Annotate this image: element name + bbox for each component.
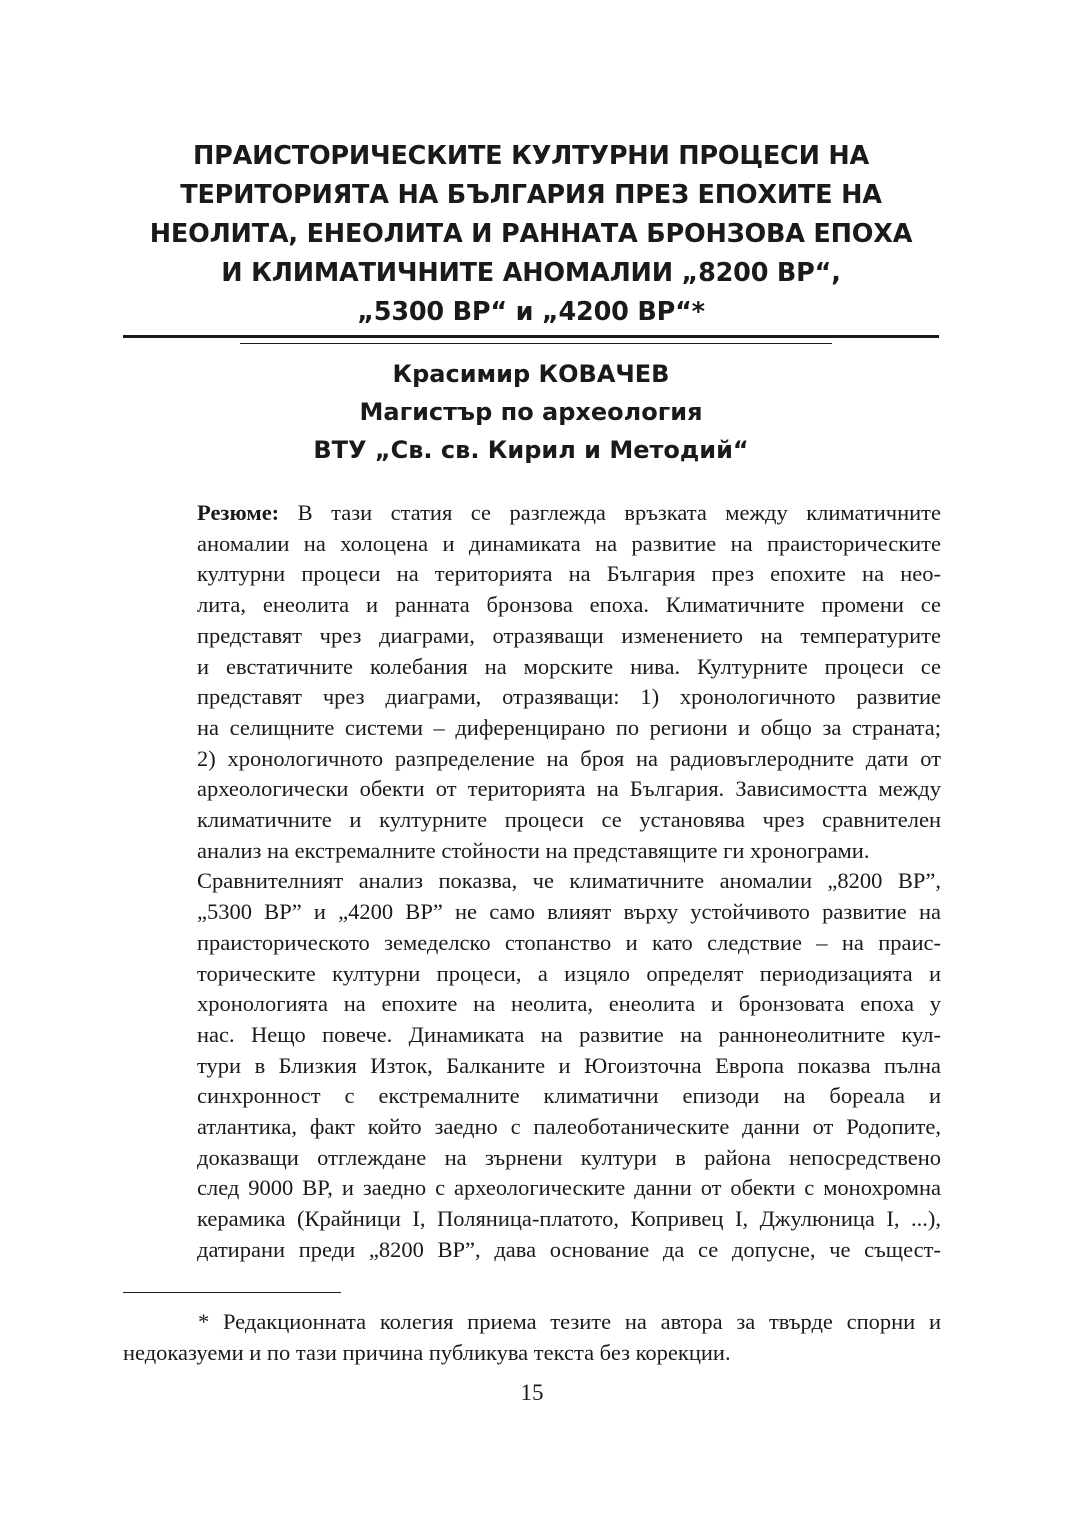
abstract-line: представят чрез диаграми, отразяващи: 1) хронологичното развитие	[197, 684, 941, 710]
abstract-line: и евстатичните колебания на морските нива. Културните процеси се	[197, 653, 941, 679]
title-line: ПРАИСТОРИЧЕСКИТЕ КУЛТУРНИ ПРОЦЕСИ НА	[192, 141, 870, 171]
title-rule-thin	[240, 343, 832, 344]
abstract-line: торическите културни процеси, а изцяло определят периодизацията и	[197, 960, 941, 986]
footnote	[123, 1306, 941, 1368]
abstract-line: тури в Близкия Изток, Балканите и Югоизточна Европа показва пълна	[197, 1052, 941, 1078]
abstract-label: Резюме:	[197, 500, 280, 525]
author-affiliation: ВТУ „Св. св. Кирил и Методий“	[313, 436, 749, 464]
title-rule-thick	[123, 335, 939, 338]
abstract-line: хронологията на епохите на неолита, енеолита и бронзовата епоха у	[197, 991, 941, 1017]
footnote-line: * Редакционната колегия приема тезите на автора за твърде спорни и	[198, 1309, 941, 1334]
author-degree: Магистър по археология	[359, 398, 703, 426]
abstract-line: керамика (Крайници I, Поляница-платото, Копривец I, Джулюница I, ...),	[197, 1206, 941, 1232]
abstract-line: синхронност с екстремалните климатични епизоди на бореала и	[197, 1083, 941, 1109]
abstract-line: „5300 BP” и „4200 BP” не само влияят върху устойчивото развитие на	[197, 899, 941, 925]
abstract-line: анализ на екстремалните стойности на представящите ги хронограми.	[197, 837, 870, 863]
title-line: „5300 BP“ и „4200 BP“*	[357, 297, 705, 327]
author-block	[120, 355, 942, 469]
abstract-line: 2) хронологичното разпределение на броя на радиовъглеродните дати от	[197, 745, 941, 771]
abstract-line: Сравнителният анализ показва, че климатичните аномалии „8200 BP”,	[197, 868, 941, 894]
abstract	[197, 498, 941, 1266]
abstract-line: аномалии на холоцена и динамиката на развитие на праисторическите	[197, 530, 941, 556]
title-line: НЕОЛИТА, ЕНЕОЛИТА И РАННАТА БРОНЗОВА ЕПОХА	[149, 219, 913, 249]
abstract-line-text: В тази статия се разглежда връзката между климатичните	[279, 500, 941, 525]
abstract-line: лита, енеолита и ранната бронзова епоха. Климатичните промени се	[197, 592, 941, 618]
abstract-line: на селищните системи – диференцирано по региони и общо за страната;	[197, 714, 941, 740]
article-title	[120, 137, 942, 332]
footnote-line: недоказуеми и по тази причина публикува текста без корекции.	[123, 1340, 731, 1365]
title-line: И КЛИМАТИЧНИТЕ АНОМАЛИИ „8200 BP“,	[221, 258, 841, 288]
author-name: Красимир КОВАЧЕВ	[392, 360, 670, 388]
abstract-line: датирани преди „8200 BP”, дава основание да се допусне, че същест-	[197, 1236, 941, 1262]
abstract-line: атлантика, факт който заедно с палеоботаническите данни от Родопите,	[197, 1114, 941, 1140]
title-line: ТЕРИТОРИЯТА НА БЪЛГАРИЯ ПРЕЗ ЕПОХИТЕ НА	[180, 180, 882, 210]
abstract-line: археологически обекти от територията на България. Зависимостта между	[197, 776, 941, 802]
abstract-line: праисторическото земеделско стопанство и като следствие – на праис-	[197, 929, 941, 955]
abstract-line	[197, 498, 941, 529]
abstract-line: нас. Нещо повече. Динамиката на развитие на раннонеолитните кул-	[197, 1021, 941, 1047]
abstract-line: доказващи отглеждане на зърнени култури в района непосредствено	[197, 1144, 941, 1170]
abstract-line: климатичните и културните процеси се установява чрез сравнителен	[197, 807, 941, 833]
abstract-line: след 9000 BP, и заедно с археологическите данни от обекти с монохромна	[197, 1175, 941, 1201]
footnote-separator	[123, 1292, 341, 1293]
page-number: 15	[520, 1380, 544, 1405]
abstract-line: представят чрез диаграми, отразяващи изменението на температурите	[197, 622, 941, 648]
abstract-line: културни процеси на територията на България през епохите на нео-	[197, 561, 941, 587]
